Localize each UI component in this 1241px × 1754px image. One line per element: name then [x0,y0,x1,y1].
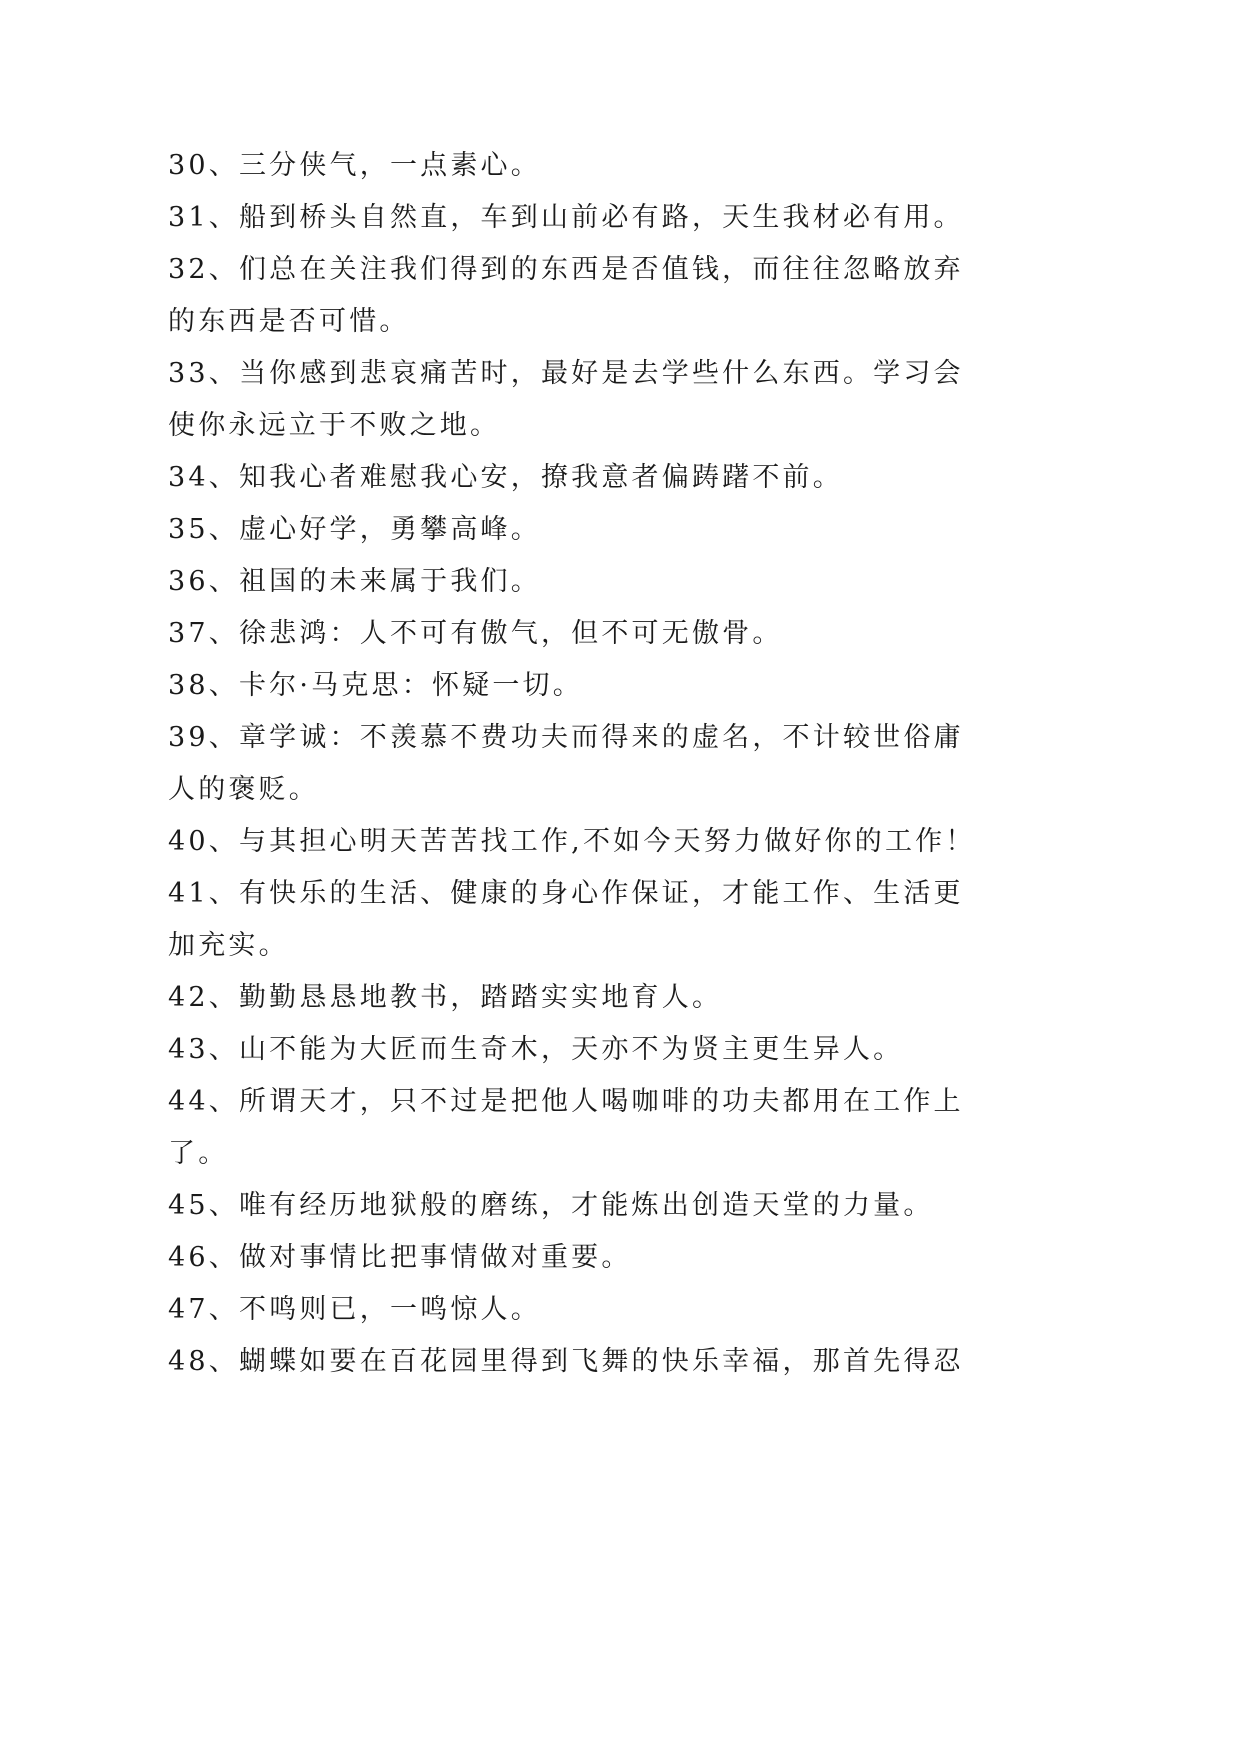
quote-line: 48、蝴蝶如要在百花园里得到飞舞的快乐幸福，那首先得忍 [168,1346,964,1377]
quote-line: 47、不鸣则已，一鸣惊人。 [168,1294,541,1325]
quote-line: 31、船到桥头自然直，车到山前必有路，天生我材必有用。 [168,202,964,233]
quote-line: 36、祖国的未来属于我们。 [168,566,541,597]
quote-line: 34、知我心者难慰我心安，撩我意者偏踌躇不前。 [168,462,843,493]
quote-line: 46、做对事情比把事情做对重要。 [168,1242,632,1273]
quote-line: 38、卡尔·马克思：怀疑一切。 [168,670,583,701]
quote-line: 41、有快乐的生活、健康的身心作保证，才能工作、生活更 [168,878,964,909]
quote-line: 32、们总在关注我们得到的东西是否值钱，而往往忽略放弃 [168,254,964,285]
quote-line: 30、三分侠气，一点素心。 [168,150,541,181]
quote-line: 33、当你感到悲哀痛苦时，最好是去学些什么东西。学习会 [168,358,964,389]
quote-line: 使你永远立于不败之地。 [168,410,501,441]
quote-line: 的东西是否可惜。 [168,306,410,337]
quote-line: 35、虚心好学，勇攀高峰。 [168,514,541,545]
quote-line: 人的褒贬。 [168,774,319,805]
quote-line: 42、勤勤恳恳地教书，踏踏实实地育人。 [168,982,723,1013]
quote-line: 37、徐悲鸿：人不可有傲气，但不可无傲骨。 [168,618,783,649]
quote-line: 加充实。 [168,930,289,961]
quote-line: 43、山不能为大匠而生奇木，天亦不为贤主更生异人。 [168,1034,904,1065]
quote-line: 了。 [168,1138,229,1169]
quote-list [168,140,976,1388]
quote-line: 39、章学诚：不羡慕不费功夫而得来的虚名，不计较世俗庸 [168,722,964,753]
quote-line: 45、唯有经历地狱般的磨练，才能炼出创造天堂的力量。 [168,1190,934,1221]
quote-line: 40、与其担心明天苦苦找工作,不如今天努力做好你的工作！ [168,826,976,857]
quote-line: 44、所谓天才，只不过是把他人喝咖啡的功夫都用在工作上 [168,1086,964,1117]
